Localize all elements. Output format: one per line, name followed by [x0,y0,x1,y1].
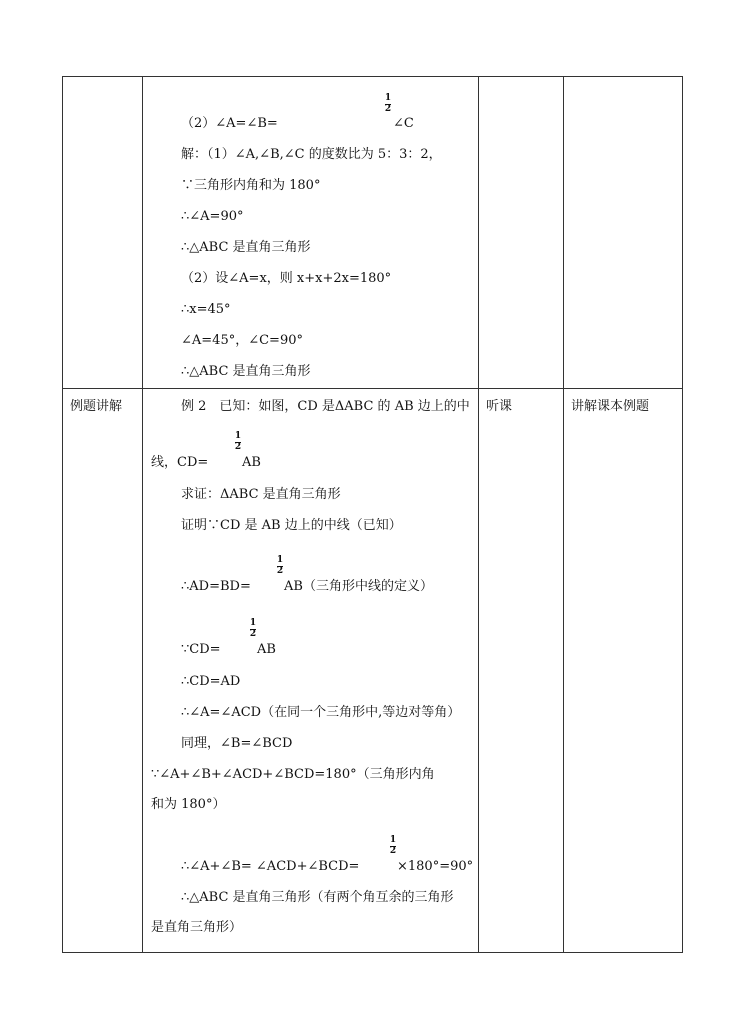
fraction-half: 1 2 [384,93,392,114]
fraction-half: 1 2 [234,431,242,452]
text-line: 线，CD= [151,455,209,470]
cell-section-label: 例题讲解 [63,389,143,953]
text-line: 和为 180°） [151,797,226,812]
cell-teacher-empty [564,77,683,389]
text-line: ∠A=45°，∠C=90° [181,333,303,348]
text-line: 证明∵CD 是 AB 边上的中线（已知） [181,518,402,533]
text-line: （2）设∠A=x，则 x+x+2x=180° [181,271,392,286]
text-line: ∴AD=BD= [181,579,251,594]
table-row-solution [63,77,683,389]
text-line: AB [242,455,261,470]
text-line: ∵∠A+∠B+∠ACD+∠BCD=180°（三角形内角 [151,767,435,782]
fraction-half: 1 2 [389,835,397,856]
text-line: 例 2 已知：如图，CD 是ΔABC 的 AB 边上的中 [181,399,470,414]
text-line: ∴CD=AD [181,674,241,689]
text-line: ∴∠A=∠ACD（在同一个三角形中,等边对等角） [181,705,461,720]
fraction-half: 1 2 [249,618,257,639]
cell-teacher-activity: 讲解课本例题 [564,389,683,953]
text-line: ∠C [393,116,414,131]
text-line: ∵三角形内角和为 180° [181,178,321,193]
fraction-half: 1 2 [276,555,284,576]
cell-student-activity: 听课 [479,389,564,953]
cell-student-empty [479,77,564,389]
text-line: ∴∠A=90° [181,209,244,224]
lesson-plan-table [62,76,683,953]
text-line: 同理，∠B=∠BCD [181,736,293,751]
cell-section-empty [63,77,143,389]
text-line: 求证：ΔABC 是直角三角形 [181,487,341,502]
cell-content-example [143,389,479,953]
text-line: ∴x=45° [181,302,231,317]
text-line: ∴△ABC 是直角三角形 [181,364,311,379]
text-line: ∴∠A+∠B= ∠ACD+∠BCD= [181,859,360,874]
text-line: 是直角三角形） [151,920,243,935]
text-line: ∴△ABC 是直角三角形 [181,240,311,255]
text-line: ∵CD= [181,642,221,657]
text-line: AB（三角形中线的定义） [284,579,433,594]
text-line: AB [257,642,276,657]
cell-content-solution [143,77,479,389]
text-line: （2）∠A=∠B= [181,116,278,131]
text-line: ∴△ABC 是直角三角形（有两个角互余的三角形 [181,890,454,905]
text-line: ×180°=90° [397,859,474,874]
text-line: 解：（1）∠A,∠B,∠C 的度数比为 5：3：2， [181,147,442,162]
table-row-example [63,389,683,953]
